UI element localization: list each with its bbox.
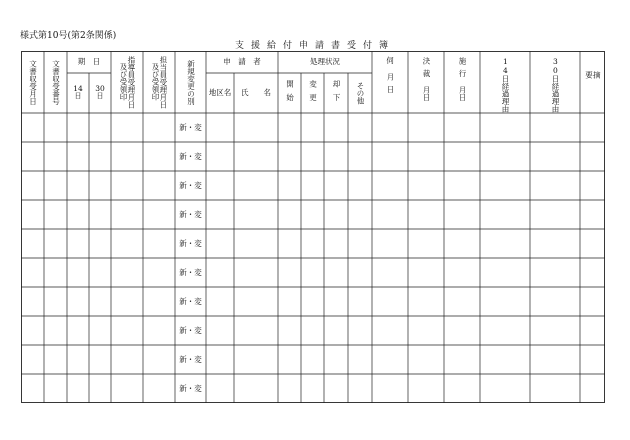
header-other: [348, 73, 372, 113]
header-processing-text: 処理状況: [310, 57, 340, 67]
header-applicant: [206, 51, 278, 73]
header-other-text: その他: [355, 81, 365, 105]
header-doc-receipt-no: [44, 51, 67, 113]
header-day30: [89, 73, 111, 113]
header-change-text: 変更: [308, 79, 318, 107]
header-day14: [67, 73, 89, 113]
header-name: [234, 73, 278, 113]
header-reject: [324, 73, 348, 113]
header-guide-date-b: [143, 51, 175, 113]
header-new-change-text: 新規変更の別: [186, 59, 196, 105]
header-reason30: [530, 51, 580, 113]
header-enforce: [444, 51, 480, 113]
header-period: [67, 51, 111, 73]
header-district-text: 地区名: [208, 88, 232, 98]
register-table: [21, 51, 605, 403]
header-inquiry-date-text: 月日: [385, 72, 395, 98]
header-reason14: [480, 51, 530, 113]
row-new-change-mark: 新・変: [179, 238, 202, 248]
header-reason14-text: 14日経過理由: [500, 57, 510, 113]
header-applicant-text: 申 請 者: [223, 57, 261, 67]
row-new-change-mark: 新・変: [179, 296, 202, 306]
header-day30-number: 30: [95, 84, 105, 94]
header-period-text: 期 日: [77, 57, 101, 67]
row-new-change-mark: 新・変: [179, 122, 202, 132]
header-doc-receipt-date: [21, 51, 44, 113]
row-new-change-mark: 新・変: [179, 267, 202, 277]
header-inquiry-text: 伺: [386, 56, 394, 65]
header-day14-unit: 日: [74, 92, 82, 101]
row-new-change-mark: 新・変: [179, 383, 202, 393]
header-enforce-text: 施行: [457, 57, 467, 82]
header-name-text: 氏 名: [241, 88, 271, 98]
header-day14-number: 14: [73, 84, 83, 94]
form-number: 様式第10号(第2条関係): [20, 31, 117, 41]
row-new-change-mark: 新・変: [179, 180, 202, 190]
header-start: [278, 73, 301, 113]
row-new-change-mark: 新・変: [179, 354, 202, 364]
header-doc-receipt-date-text: 文書収受月日: [28, 59, 38, 105]
header-decision-text: 決裁: [421, 57, 431, 82]
header-change: [301, 73, 324, 113]
row-new-change-mark: 新・変: [179, 151, 202, 161]
header-reason30-text: 30日経過理由: [550, 57, 560, 113]
header-new-change: [175, 51, 206, 113]
header-guide-date-a: [111, 51, 143, 113]
header-enforce-date-text: 月日: [457, 86, 467, 101]
header-reject-text: 却下: [331, 79, 341, 107]
header-guide-date-b-text: 担当員受理月日及び受領印: [151, 55, 168, 109]
header-day30-unit: 日: [96, 92, 104, 101]
form-title: 支援給付申請書受付簿: [234, 41, 395, 51]
header-inquiry: [372, 51, 408, 113]
header-decision: [408, 51, 444, 113]
header-district: [206, 73, 234, 113]
header-decision-date-text: 月日: [421, 86, 431, 101]
header-doc-receipt-no-text: 文書収受番号: [51, 59, 61, 105]
row-new-change-mark: 新・変: [179, 325, 202, 335]
header-guide-date-a-text: 指導員受理月日及び受領印: [119, 55, 136, 109]
header-summary-text: 摘 要: [584, 71, 602, 127]
header-start-text: 開始: [285, 79, 295, 107]
header-processing: [278, 51, 372, 73]
row-new-change-mark: 新・変: [179, 209, 202, 219]
header-summary: [580, 51, 605, 127]
